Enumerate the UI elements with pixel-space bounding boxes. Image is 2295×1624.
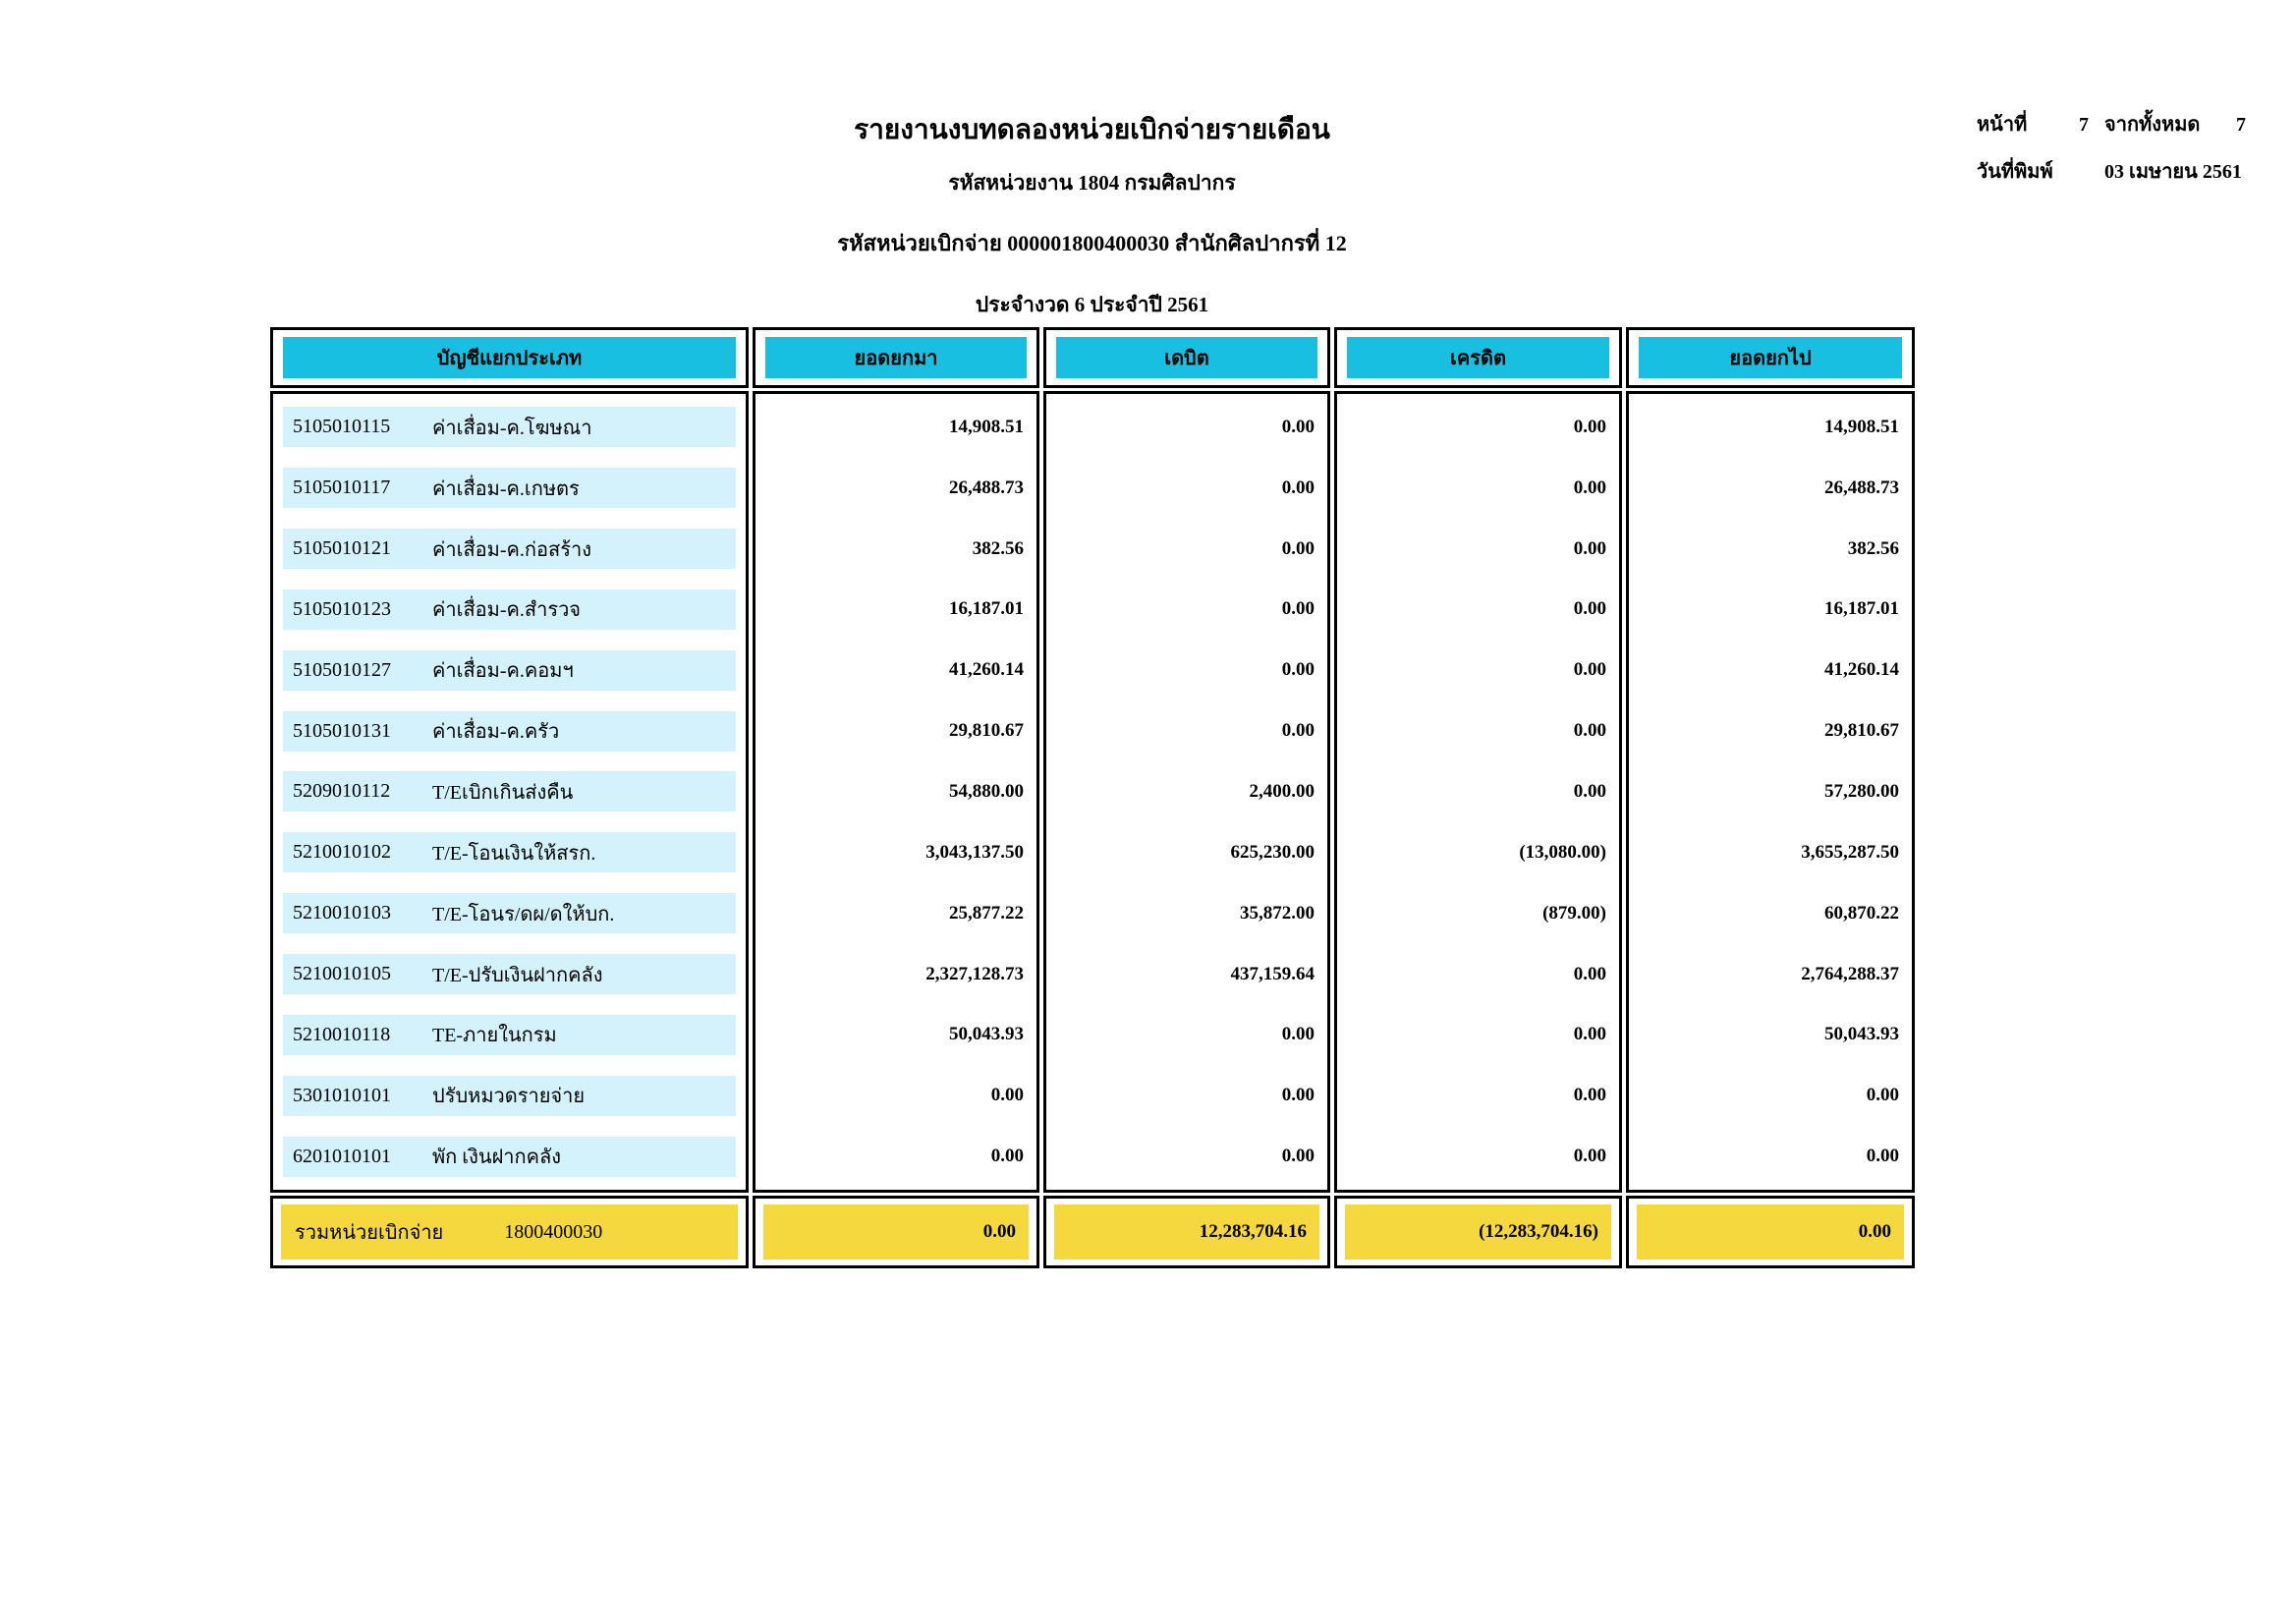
account-row-slot	[273, 700, 746, 761]
account-name: ค่าเสื่อม-ค.คอมฯ	[432, 660, 574, 683]
amount-row-slot	[1046, 519, 1327, 580]
amount-row-slot	[756, 1065, 1036, 1126]
account-name: ค่าเสื่อม-ค.ครัว	[432, 721, 560, 744]
amount-value: 16,187.01	[1824, 598, 1899, 620]
amount-row-slot	[756, 458, 1036, 519]
table-header-label: ยอดยกมา	[765, 337, 1027, 378]
amount-row-slot	[1046, 1065, 1327, 1126]
amount-row-slot	[1337, 640, 1619, 700]
amount-value: 16,187.01	[949, 598, 1024, 620]
amount-row-slot	[1046, 458, 1327, 519]
account-code: 5105010117	[293, 476, 391, 499]
account-row-slot	[273, 397, 746, 458]
amount-value: 0.00	[1281, 1024, 1315, 1045]
account-row	[283, 711, 736, 752]
amount-row-slot	[1046, 944, 1327, 1005]
amount-value: 0.00	[1573, 780, 1606, 802]
total-cell	[1043, 1196, 1330, 1268]
amount-row-slot	[1337, 1065, 1619, 1126]
table-header-label: เครดิต	[1347, 337, 1609, 378]
amount-value: 437,159.64	[1230, 963, 1315, 984]
table-header-cell	[753, 327, 1039, 388]
total-cell	[753, 1196, 1039, 1268]
page-of-label: จากทั้งหมด	[2104, 114, 2201, 136]
trial-balance-table	[270, 327, 1919, 1268]
amount-column	[1334, 391, 1622, 1193]
account-row	[283, 407, 736, 447]
amount-row-slot	[1629, 458, 1912, 519]
amount-row-slot	[756, 580, 1036, 641]
account-name: ปรับหมวดรายจ่าย	[432, 1086, 586, 1108]
amount-value: 0.00	[1573, 963, 1606, 984]
amount-row-slot	[1046, 580, 1327, 641]
amount-row-slot	[1629, 640, 1912, 700]
amount-value: 60,870.22	[1824, 902, 1899, 924]
amount-value: 0.00	[1281, 537, 1315, 559]
account-code: 5210010103	[293, 902, 391, 924]
account-name: ค่าเสื่อม-ค.โฆษณา	[432, 417, 592, 439]
amount-value: 0.00	[1281, 476, 1315, 498]
account-row	[283, 832, 736, 872]
amount-value: 14,908.51	[949, 416, 1024, 437]
print-date: 03 เมษายน 2561	[2104, 161, 2242, 183]
total-row	[1345, 1204, 1611, 1260]
total-amount-value: 0.00	[982, 1221, 1016, 1242]
page-title: รายงานงบทดลองหน่วยเบิกจ่ายรายเดือน	[854, 115, 1330, 145]
unit-code-line: รหัสหน่วยเบิกจ่าย 000001800400030 สำนักศิลปากรที่ 12	[837, 231, 1347, 255]
amount-value: 0.00	[1573, 720, 1606, 742]
total-amount-value: 12,283,704.16	[1199, 1221, 1307, 1242]
document-header	[270, 108, 1914, 321]
page-info-block	[1977, 108, 2291, 202]
account-row-slot	[273, 883, 746, 944]
account-code: 5210010102	[293, 841, 391, 864]
account-code: 5105010131	[293, 719, 391, 742]
account-row	[283, 529, 736, 569]
total-row	[1637, 1204, 1904, 1260]
amount-row-slot	[1629, 1065, 1912, 1126]
amount-value: 25,877.22	[949, 902, 1024, 924]
amount-value: 29,810.67	[949, 720, 1024, 742]
total-row	[763, 1204, 1029, 1260]
amount-value: 3,655,287.50	[1801, 841, 1899, 863]
account-name: ค่าเสื่อม-ค.ก่อสร้าง	[432, 538, 591, 561]
amount-value: 3,043,137.50	[925, 841, 1024, 863]
account-name: ค่าเสื่อม-ค.สำรวจ	[432, 599, 582, 622]
table-header-label: บัญชีแยกประเภท	[283, 337, 736, 378]
amount-row-slot	[1337, 519, 1619, 580]
account-row-slot	[273, 1065, 746, 1126]
account-code: 5105010127	[293, 658, 391, 681]
amount-value: 14,908.51	[1824, 416, 1899, 437]
total-label: รวมหน่วยเบิกจ่าย	[295, 1222, 444, 1244]
table-header-label: ยอดยกไป	[1639, 337, 1902, 378]
amount-value: 0.00	[1573, 1024, 1606, 1045]
amount-value: 0.00	[1573, 537, 1606, 559]
amount-row-slot	[1629, 883, 1912, 944]
amount-value: 0.00	[1281, 1146, 1315, 1167]
amount-row-slot	[1337, 822, 1619, 883]
amount-row-slot	[1046, 700, 1327, 761]
amount-row-slot	[1337, 883, 1619, 944]
amount-value: 50,043.93	[949, 1024, 1024, 1045]
account-code: 5105010115	[293, 416, 391, 438]
page-number: 7	[2079, 114, 2089, 136]
amount-row-slot	[1337, 761, 1619, 822]
amount-value: 41,260.14	[949, 659, 1024, 681]
account-row	[283, 650, 736, 691]
amount-row-slot	[1046, 822, 1327, 883]
amount-row-slot	[1629, 397, 1912, 458]
table-header-label: เดบิต	[1056, 337, 1317, 378]
total-row	[1054, 1204, 1319, 1260]
page-total: 7	[2236, 114, 2246, 136]
account-row	[283, 468, 736, 508]
amount-value: 2,400.00	[1249, 780, 1315, 802]
account-row-slot	[273, 458, 746, 519]
account-row	[283, 1015, 736, 1055]
amount-value: (13,080.00)	[1519, 841, 1606, 863]
account-row	[283, 954, 736, 994]
amount-value: 35,872.00	[1240, 902, 1315, 924]
amount-value: 26,488.73	[949, 476, 1024, 498]
amount-value: 0.00	[1573, 659, 1606, 681]
amount-value: 0.00	[1281, 416, 1315, 437]
amount-column	[1043, 391, 1330, 1193]
account-name: T/E-ปรับเงินฝากคลัง	[432, 964, 603, 986]
amount-value: 41,260.14	[1824, 659, 1899, 681]
account-row-slot	[273, 1126, 746, 1187]
total-row	[281, 1204, 738, 1260]
total-amount-value: 0.00	[1858, 1221, 1891, 1242]
account-row-slot	[273, 944, 746, 1005]
amount-column	[753, 391, 1039, 1193]
account-row-slot	[273, 519, 746, 580]
amount-row-slot	[756, 761, 1036, 822]
amount-row-slot	[756, 883, 1036, 944]
print-date-label: วันที่พิมพ์	[1977, 161, 2053, 183]
amount-row-slot	[756, 1126, 1036, 1187]
amount-row-slot	[1337, 1126, 1619, 1187]
amount-value: 2,764,288.37	[1801, 963, 1899, 984]
amount-value: 0.00	[1573, 476, 1606, 498]
amount-row-slot	[1629, 700, 1912, 761]
account-row	[283, 893, 736, 933]
amount-row-slot	[1629, 1126, 1912, 1187]
account-row	[283, 771, 736, 812]
total-cell	[1626, 1196, 1915, 1268]
amount-value: 29,810.67	[1824, 720, 1899, 742]
amount-row-slot	[1629, 519, 1912, 580]
account-code: 5210010105	[293, 963, 391, 985]
account-row-slot	[273, 580, 746, 641]
amount-value: 2,327,128.73	[925, 963, 1024, 984]
table-header-cell	[1626, 327, 1915, 388]
amount-value: 50,043.93	[1824, 1024, 1899, 1045]
amount-row-slot	[1337, 458, 1619, 519]
amount-value: 0.00	[1281, 598, 1315, 620]
account-column	[270, 391, 749, 1193]
amount-row-slot	[756, 700, 1036, 761]
account-name: พัก เงินฝากคลัง	[432, 1147, 562, 1169]
amount-row-slot	[1337, 1004, 1619, 1065]
amount-row-slot	[1046, 397, 1327, 458]
account-code: 6201010101	[293, 1145, 391, 1167]
total-cell	[270, 1196, 749, 1268]
account-row-slot	[273, 640, 746, 700]
amount-value: (879.00)	[1542, 902, 1606, 924]
account-row	[283, 589, 736, 630]
amount-row-slot	[1629, 822, 1912, 883]
amount-value: 0.00	[1573, 1085, 1606, 1106]
total-cell	[1334, 1196, 1622, 1268]
amount-value: 382.56	[972, 537, 1024, 559]
amount-value: 0.00	[1866, 1146, 1899, 1167]
amount-row-slot	[1629, 580, 1912, 641]
amount-row-slot	[756, 519, 1036, 580]
account-name: TE-ภายในกรม	[432, 1025, 557, 1047]
period-line: ประจำงวด 6 ประจำปี 2561	[975, 293, 1209, 316]
account-name: T/Eเบิกเกินส่งคืน	[432, 781, 574, 804]
amount-row-slot	[1337, 700, 1619, 761]
amount-column	[1626, 391, 1915, 1193]
account-row-slot	[273, 822, 746, 883]
print-date-row	[1977, 155, 2291, 187]
account-row-slot	[273, 761, 746, 822]
account-row-slot	[273, 1004, 746, 1065]
amount-value: 0.00	[1573, 1146, 1606, 1167]
amount-value: 0.00	[1281, 659, 1315, 681]
amount-row-slot	[1046, 1004, 1327, 1065]
amount-value: 0.00	[1573, 598, 1606, 620]
amount-value: 0.00	[1573, 416, 1606, 437]
amount-row-slot	[756, 640, 1036, 700]
amount-row-slot	[1629, 1004, 1912, 1065]
total-amount-value: (12,283,704.16)	[1479, 1221, 1598, 1242]
amount-value: 57,280.00	[1824, 780, 1899, 802]
amount-row-slot	[1046, 640, 1327, 700]
amount-value: 0.00	[990, 1085, 1024, 1106]
amount-row-slot	[1337, 944, 1619, 1005]
total-unit-code: 1800400030	[504, 1220, 603, 1243]
amount-value: 54,880.00	[949, 780, 1024, 802]
amount-value: 0.00	[1281, 1085, 1315, 1106]
amount-row-slot	[1046, 1126, 1327, 1187]
amount-value: 0.00	[990, 1146, 1024, 1167]
table-header-cell	[270, 327, 749, 388]
account-code: 5105010123	[293, 597, 391, 620]
account-code: 5301010101	[293, 1084, 391, 1106]
page-label: หน้าที่	[1977, 114, 2028, 136]
amount-row-slot	[756, 944, 1036, 1005]
table-header-cell	[1334, 327, 1622, 388]
amount-row-slot	[1046, 761, 1327, 822]
agency-code-line: รหัสหน่วยงาน 1804 กรมศิลปากร	[948, 171, 1236, 195]
amount-value: 625,230.00	[1230, 841, 1315, 863]
table-header-cell	[1043, 327, 1330, 388]
account-row	[283, 1137, 736, 1177]
account-name: ค่าเสื่อม-ค.เกษตร	[432, 477, 580, 500]
account-code: 5105010121	[293, 537, 391, 560]
amount-row-slot	[1337, 397, 1619, 458]
amount-value: 26,488.73	[1824, 476, 1899, 498]
account-name: T/E-โอนเงินให้สรก.	[432, 842, 596, 865]
amount-row-slot	[1629, 944, 1912, 1005]
amount-value: 0.00	[1866, 1085, 1899, 1106]
account-name: T/E-โอนร/ดผ/ดให้บก.	[432, 903, 615, 925]
amount-row-slot	[1337, 580, 1619, 641]
amount-row-slot	[1046, 883, 1327, 944]
page-number-row	[1977, 108, 2291, 140]
amount-value: 0.00	[1281, 720, 1315, 742]
amount-row-slot	[756, 1004, 1036, 1065]
amount-row-slot	[756, 397, 1036, 458]
account-row	[283, 1076, 736, 1116]
amount-row-slot	[756, 822, 1036, 883]
amount-value: 382.56	[1847, 537, 1899, 559]
account-code: 5209010112	[293, 780, 391, 803]
amount-row-slot	[1629, 761, 1912, 822]
account-code: 5210010118	[293, 1023, 391, 1045]
